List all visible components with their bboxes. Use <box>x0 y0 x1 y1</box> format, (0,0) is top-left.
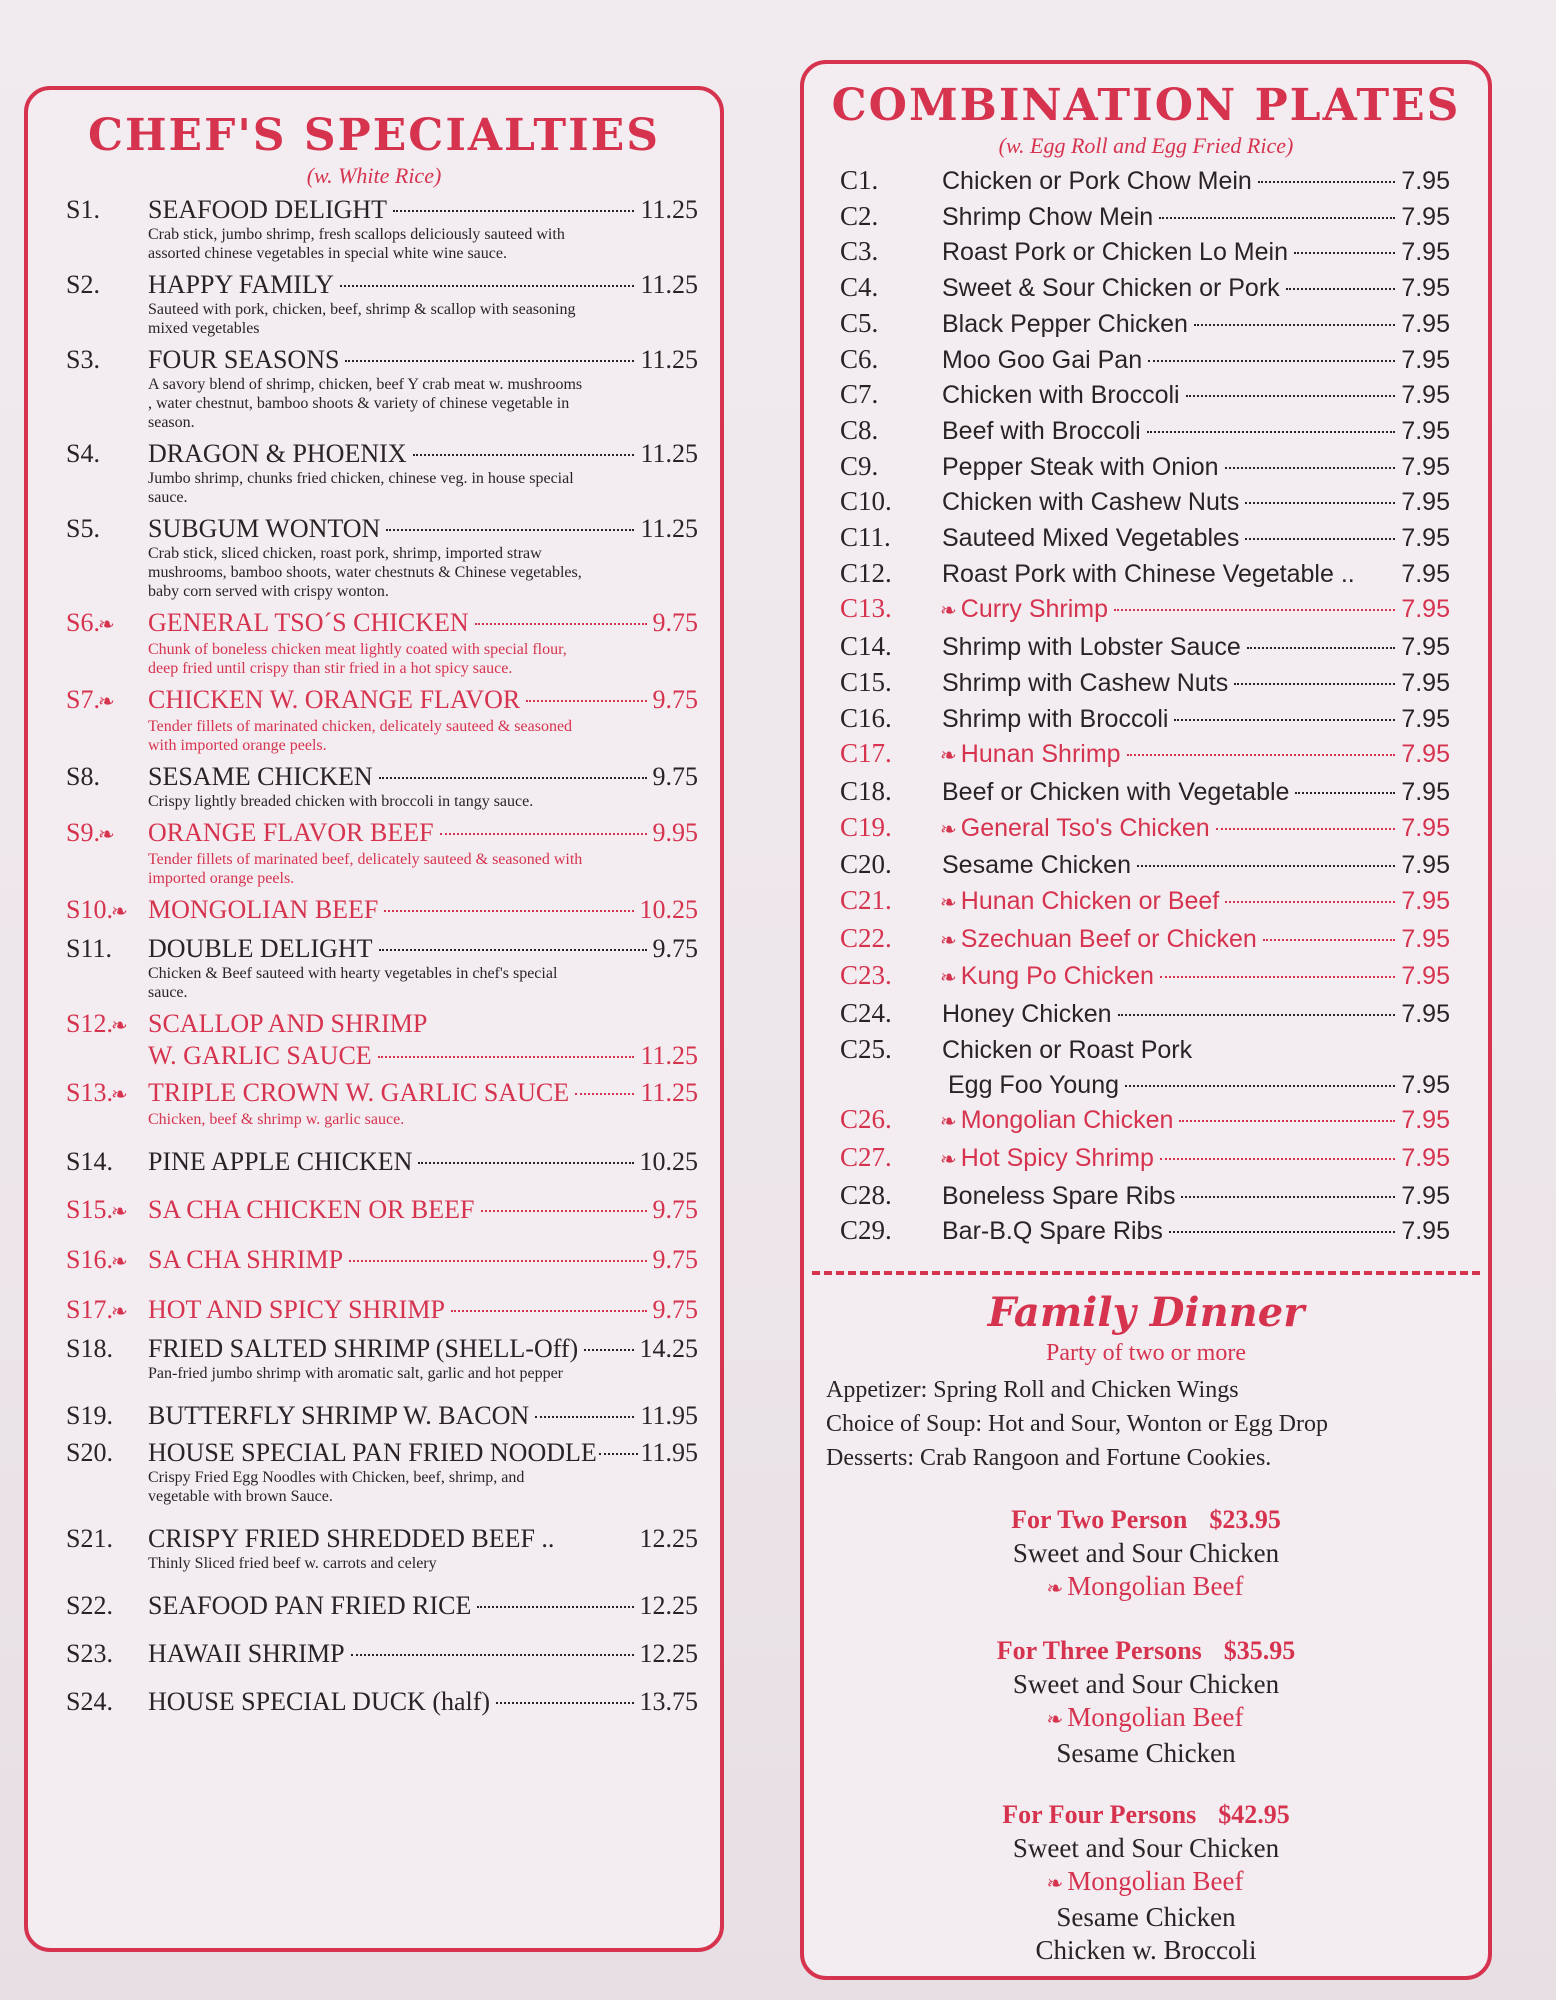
item-code: C26. <box>840 1104 892 1135</box>
item-code: S7. <box>66 685 100 714</box>
item-price: 7.95 <box>1401 704 1450 733</box>
item-price: 7.95 <box>1401 345 1450 374</box>
chili-leaf-icon: ❧ <box>97 824 115 846</box>
item-name: Bar-B.Q Spare Ribs <box>942 1217 1163 1246</box>
item-price: 7.95 <box>1401 524 1450 553</box>
item-price: 7.95 <box>1401 1070 1450 1099</box>
item-price: 7.95 <box>1401 1106 1450 1135</box>
item-description: Thinly Sliced fried beef w. carrots and celery <box>148 1555 437 1572</box>
combination-plates-subtitle: (w. Egg Roll and Egg Fried Rice) <box>998 133 1294 158</box>
item-price: 7.95 <box>1401 274 1450 303</box>
chefs-specialties-title: CHEF'S SPECIALTIES <box>87 110 661 161</box>
item-price: 7.95 <box>1401 167 1450 195</box>
item-name: SEAFOOD DELIGHT <box>148 195 388 224</box>
item-code: C23. <box>840 960 892 991</box>
item-price: 10.25 <box>639 895 698 924</box>
item-name: Chicken with Broccoli <box>942 381 1180 410</box>
item-code: C10. <box>840 486 892 517</box>
option-price: $35.95 <box>1223 1636 1296 1666</box>
family-option-four <box>804 1798 1488 1967</box>
item-price: 9.75 <box>652 685 698 714</box>
item-code: S4. <box>66 439 100 468</box>
item-code: C17. <box>840 738 892 769</box>
family-dinner-info <box>804 1373 1488 1475</box>
combo-item <box>840 996 1450 1032</box>
combo-item <box>840 449 1450 485</box>
option-label: For Four Persons <box>1002 1800 1197 1830</box>
menu-item <box>66 270 698 338</box>
appetizer-line: Appetizer: Spring Roll and Chicken Wings <box>826 1377 1239 1404</box>
combo-item <box>840 520 1450 556</box>
combination-list <box>804 159 1488 1249</box>
item-price: 11.25 <box>640 1041 698 1070</box>
item-price: 9.95 <box>652 818 698 847</box>
item-name: SA CHA SHRIMP <box>148 1245 344 1274</box>
item-price: 9.75 <box>652 608 698 637</box>
item-code: C8. <box>840 414 879 445</box>
item-code: C19. <box>840 811 892 842</box>
item-price: 11.25 <box>640 270 698 299</box>
option-dish-spicy: ❧ Mongolian Beef <box>1046 1702 1244 1733</box>
item-name: ORANGE FLAVOR BEEF <box>148 818 434 847</box>
item-name: PINE APPLE CHICKEN <box>148 1147 413 1176</box>
menu-item <box>66 1639 698 1669</box>
item-description: Crispy lightly breaded chicken with broccoli in tangy sauce. <box>148 793 534 810</box>
item-description: Chicken, beef & shrimp w. garlic sauce. <box>148 1111 405 1128</box>
option-label: For Three Persons <box>996 1636 1202 1666</box>
combo-item-spicy <box>840 958 1450 996</box>
item-code: C15. <box>840 666 892 697</box>
chili-leaf-icon: ❧ <box>940 892 957 915</box>
combo-item <box>840 484 1450 520</box>
item-name: Kung Po Chicken <box>960 962 1154 991</box>
item-price: 7.95 <box>1401 1143 1450 1172</box>
menu-item-spicy <box>66 1195 698 1227</box>
item-name: Curry Shrimp <box>960 595 1109 624</box>
item-code: S13. <box>66 1078 113 1107</box>
combo-item-continued <box>840 1068 1450 1103</box>
chili-leaf-icon: ❧ <box>940 929 957 952</box>
item-code: S22. <box>66 1591 113 1620</box>
item-name: HAPPY FAMILY <box>148 270 334 299</box>
item-name: Shrimp Chow Mein <box>942 202 1154 231</box>
item-price: 11.25 <box>640 195 698 224</box>
combo-item-spicy <box>840 921 1450 959</box>
menu-item-spicy <box>66 608 698 678</box>
menu-item-spicy <box>66 1078 698 1129</box>
item-name: DOUBLE DELIGHT <box>148 934 373 963</box>
item-code: C20. <box>840 849 892 880</box>
item-code: S24. <box>66 1687 113 1716</box>
combo-item-spicy <box>840 810 1450 848</box>
item-name: Mongolian Chicken <box>960 1106 1174 1135</box>
item-price: 7.95 <box>1401 202 1450 231</box>
combo-item <box>840 199 1450 235</box>
item-code: S20. <box>66 1438 113 1467</box>
item-name: SESAME CHICKEN <box>148 762 373 791</box>
item-description: Chicken & Beef sauteed with hearty vegetables in chef's special sauce. <box>148 965 558 1001</box>
item-description: Crispy Fried Egg Noodles with Chicken, beef, shrimp, and vegetable with brown Sauce. <box>148 1469 525 1505</box>
menu-item-spicy <box>66 1245 698 1277</box>
item-name: Roast Pork with Chinese Vegetable .. <box>942 559 1355 588</box>
item-name: HOUSE SPECIAL PAN FRIED NOODLE <box>148 1438 597 1467</box>
item-code: S14. <box>66 1147 113 1176</box>
item-name: Shrimp with Lobster Sauce <box>942 633 1241 662</box>
item-price: 12.25 <box>639 1591 698 1620</box>
item-code: C4. <box>840 272 879 303</box>
item-price: 9.75 <box>652 1195 698 1224</box>
combo-item <box>840 234 1450 270</box>
combo-item <box>840 556 1450 592</box>
menu-item-spicy <box>66 1295 698 1327</box>
item-code: C22. <box>840 922 892 953</box>
chili-leaf-icon: ❧ <box>940 745 957 768</box>
item-code: S11. <box>66 934 112 963</box>
item-price: 7.95 <box>1401 416 1450 445</box>
combo-item <box>840 1178 1450 1214</box>
combo-item <box>840 1032 1450 1068</box>
chili-leaf-icon: ❧ <box>1046 1873 1064 1896</box>
item-code: C14. <box>840 631 892 662</box>
item-description: Sauteed with pork, chicken, beef, shrimp & scallop with seasoning mixed vegetables <box>148 301 576 337</box>
item-price: 7.95 <box>1401 452 1450 481</box>
desserts-line: Desserts: Crab Rangoon and Fortune Cookies. <box>826 1445 1272 1472</box>
item-name: Chicken with Cashew Nuts <box>942 488 1240 517</box>
item-price: 11.25 <box>640 514 698 543</box>
item-code: C2. <box>840 200 879 231</box>
menu-item-spicy <box>66 1009 698 1071</box>
combo-item <box>840 701 1450 737</box>
item-name: FOUR SEASONS <box>148 345 340 374</box>
item-name: SA CHA CHICKEN OR BEEF <box>148 1195 475 1224</box>
chili-leaf-icon: ❧ <box>940 818 957 841</box>
menu-item <box>66 439 698 507</box>
combo-item-spicy <box>840 736 1450 774</box>
chili-leaf-icon: ❧ <box>940 600 957 623</box>
combo-item <box>840 665 1450 701</box>
item-name: Sesame Chicken <box>942 851 1131 880</box>
item-price: 7.95 <box>1401 595 1450 624</box>
item-code: C29. <box>840 1215 892 1246</box>
combo-item <box>840 270 1450 306</box>
item-price: 11.25 <box>640 1078 698 1107</box>
item-code: C13. <box>840 593 892 624</box>
item-code: S18. <box>66 1334 113 1363</box>
item-name: HAWAII SHRIMP <box>148 1639 345 1668</box>
combo-item-spicy <box>840 1140 1450 1178</box>
item-name: Beef with Broccoli <box>942 416 1141 445</box>
menu-item-spicy <box>66 685 698 755</box>
item-code: C25. <box>840 1033 892 1064</box>
combo-item <box>840 774 1450 810</box>
item-name: Shrimp with Broccoli <box>942 704 1169 733</box>
menu-item-spicy <box>66 895 698 927</box>
family-dinner-title: Family Dinner <box>987 1289 1305 1337</box>
chili-leaf-icon: ❧ <box>97 691 115 713</box>
combo-item <box>840 629 1450 665</box>
item-name-continued: Egg Foo Young <box>948 1070 1119 1099</box>
item-code: C5. <box>840 307 879 338</box>
item-name: Chicken or Pork Chow Mein <box>942 167 1252 195</box>
item-code: C28. <box>840 1179 892 1210</box>
item-code: S9. <box>66 818 100 847</box>
item-price: 7.95 <box>1401 1000 1450 1029</box>
item-code: C16. <box>840 702 892 733</box>
combo-item <box>840 413 1450 449</box>
combo-item-spicy <box>840 1102 1450 1140</box>
item-name: Black Pepper Chicken <box>942 309 1188 338</box>
item-code: C24. <box>840 998 892 1029</box>
item-price: 7.95 <box>1401 668 1450 697</box>
option-price: $23.95 <box>1209 1505 1281 1535</box>
item-name: DRAGON & PHOENIX <box>148 439 407 468</box>
chili-leaf-icon: ❧ <box>940 1111 957 1134</box>
chili-leaf-icon: ❧ <box>110 1015 128 1037</box>
item-code: S16. <box>66 1245 113 1274</box>
chili-leaf-icon: ❧ <box>110 1301 128 1323</box>
item-price: 7.95 <box>1401 851 1450 880</box>
family-dinner-section <box>804 1289 1488 1967</box>
combination-plates-title: COMBINATION PLATES <box>831 80 1461 131</box>
item-price: 10.25 <box>639 1147 698 1176</box>
item-price: 7.95 <box>1401 887 1450 916</box>
option-price: $42.95 <box>1218 1800 1290 1830</box>
item-code: C18. <box>840 775 892 806</box>
item-name: Pepper Steak with Onion <box>942 452 1219 481</box>
item-description: Tender fillets of marinated chicken, delicately sauteed & seasoned with imported orange peels. <box>148 718 573 754</box>
item-name: SCALLOP AND SHRIMP <box>148 1009 428 1038</box>
item-price: 11.95 <box>640 1438 698 1467</box>
item-code: C12. <box>840 557 892 588</box>
item-description: Chunk of boneless chicken meat lightly coated with special flour, deep fried until crispy than stir fried in a hot spicy sauce. <box>148 641 567 677</box>
combo-item <box>840 163 1450 199</box>
combo-item-spicy <box>840 883 1450 921</box>
item-name: Sweet & Sour Chicken or Pork <box>942 274 1280 303</box>
item-name: Moo Goo Gai Pan <box>942 345 1143 374</box>
item-code: S2. <box>66 270 100 299</box>
item-code: S15. <box>66 1195 113 1224</box>
item-price: 9.75 <box>652 1295 698 1324</box>
item-price: 7.95 <box>1401 962 1450 991</box>
menu-item-spicy <box>66 818 698 888</box>
chefs-specialties-subtitle: (w. White Rice) <box>306 163 442 188</box>
menu-item <box>66 1401 698 1431</box>
item-price: 11.25 <box>640 345 698 374</box>
menu-item <box>66 1334 698 1383</box>
combo-item-spicy <box>840 591 1450 629</box>
item-code: S6. <box>66 608 100 637</box>
item-code: C7. <box>840 379 879 410</box>
menu-item <box>66 1438 698 1506</box>
item-price: 9.75 <box>652 762 698 791</box>
item-code: C6. <box>840 343 879 374</box>
item-price: 7.95 <box>1401 381 1450 410</box>
item-description: Crab stick, jumbo shrimp, fresh scallops deliciously sauteed with assorted chinese vegetables in special white wine sauce. <box>148 226 565 262</box>
item-code: S12. <box>66 1009 113 1038</box>
chili-leaf-icon: ❧ <box>110 901 128 923</box>
item-code: S5. <box>66 514 100 543</box>
item-price: 7.95 <box>1401 813 1450 842</box>
section-divider <box>812 1271 1480 1275</box>
item-name: Sauteed Mixed Vegetables <box>942 524 1240 553</box>
chili-leaf-icon: ❧ <box>940 967 957 990</box>
item-name: Shrimp with Cashew Nuts <box>942 668 1229 697</box>
family-option-two <box>804 1503 1488 1606</box>
item-name: SUBGUM WONTON <box>148 514 381 543</box>
option-label: For Two Person <box>1011 1505 1188 1535</box>
item-price: 7.95 <box>1401 633 1450 662</box>
item-name: Hunan Chicken or Beef <box>960 887 1220 916</box>
item-name: CRISPY FRIED SHREDDED BEEF .. <box>148 1524 555 1553</box>
option-dish-spicy: ❧ Mongolian Beef <box>1046 1866 1244 1897</box>
item-price: 11.25 <box>640 439 698 468</box>
item-price: 7.95 <box>1401 740 1450 769</box>
item-code: S10. <box>66 895 113 924</box>
menu-item <box>66 514 698 601</box>
item-code: S3. <box>66 345 100 374</box>
item-code: S21. <box>66 1524 113 1553</box>
item-description: Pan-fried jumbo shrimp with aromatic salt, garlic and hot pepper <box>148 1365 563 1382</box>
menu-item <box>66 345 698 432</box>
combo-item <box>840 342 1450 378</box>
item-description: A savory blend of shrimp, chicken, beef Y crab meat w. mushrooms , water chestnut, bamboo shoots & variety of chinese vegetable in season. <box>148 376 583 431</box>
item-name: Boneless Spare Ribs <box>942 1181 1176 1210</box>
item-code: C21. <box>840 885 892 916</box>
combination-plates-panel <box>800 60 1492 1980</box>
item-name: SEAFOOD PAN FRIED RICE <box>148 1591 472 1620</box>
option-dish-spicy: ❧ Mongolian Beef <box>1046 1571 1244 1602</box>
chili-leaf-icon: ❧ <box>940 1148 957 1171</box>
item-name: Szechuan Beef or Chicken <box>960 924 1257 953</box>
option-dish: Sesame Chicken <box>1056 1902 1236 1933</box>
chili-leaf-icon: ❧ <box>1046 1578 1064 1601</box>
option-dish: Chicken w. Broccoli <box>1035 1935 1257 1966</box>
chili-leaf-icon: ❧ <box>110 1251 128 1273</box>
menu-item <box>66 1147 698 1177</box>
item-code: S1. <box>66 195 100 224</box>
item-description: Jumbo shrimp, chunks fried chicken, chinese veg. in house special sauce. <box>148 470 574 506</box>
item-price: 7.95 <box>1401 559 1450 588</box>
menu-item <box>66 934 698 1002</box>
item-price: 7.95 <box>1401 777 1450 806</box>
chili-leaf-icon: ❧ <box>110 1084 128 1106</box>
item-price: 14.25 <box>639 1334 698 1363</box>
item-price: 7.95 <box>1401 924 1450 953</box>
item-price: 7.95 <box>1401 238 1450 267</box>
item-name: Hunan Shrimp <box>960 740 1121 769</box>
item-price: 11.95 <box>640 1401 698 1430</box>
item-name: Honey Chicken <box>942 1000 1112 1029</box>
item-code: S17. <box>66 1295 113 1324</box>
item-name: Beef or Chicken with Vegetable <box>942 777 1290 806</box>
item-name: BUTTERFLY SHRIMP W. BACON <box>148 1401 530 1430</box>
option-dish: Sweet and Sour Chicken <box>1012 1669 1280 1700</box>
item-description: Tender fillets of marinated beef, delicately sauteed & seasoned with imported orange peels. <box>148 851 583 887</box>
item-code: C3. <box>840 236 879 267</box>
item-name: GENERAL TSO´S CHICKEN <box>148 608 469 637</box>
family-dinner-subtitle: Party of two or more <box>1046 1340 1246 1367</box>
item-price: 13.75 <box>639 1687 698 1716</box>
family-option-three <box>804 1634 1488 1770</box>
option-dish: Sweet and Sour Chicken <box>1012 1538 1280 1569</box>
item-name: Hot Spicy Shrimp <box>960 1143 1154 1172</box>
item-name: MONGOLIAN BEEF <box>148 895 379 924</box>
item-name: HOT AND SPICY SHRIMP <box>148 1295 445 1324</box>
menu-item <box>66 1687 698 1717</box>
chili-leaf-icon: ❧ <box>110 1201 128 1223</box>
item-description: Crab stick, sliced chicken, roast pork, shrimp, imported straw mushrooms, bamboo shoots, water chestnuts & Chinese vegetables, baby corn served with crispy wonton. <box>148 545 582 600</box>
combo-item <box>840 377 1450 413</box>
item-code: S19. <box>66 1401 113 1430</box>
chili-leaf-icon: ❧ <box>97 614 115 636</box>
option-dish: Sesame Chicken <box>1056 1738 1236 1769</box>
item-price: 7.95 <box>1401 1217 1450 1246</box>
item-code: C1. <box>840 165 879 195</box>
soup-line: Choice of Soup: Hot and Sour, Wonton or Egg Drop <box>826 1411 1328 1438</box>
item-code: C27. <box>840 1141 892 1172</box>
item-name: CHICKEN W. ORANGE FLAVOR <box>148 685 521 714</box>
item-code: S8. <box>66 762 100 791</box>
item-code: S23. <box>66 1639 113 1668</box>
item-price: 9.75 <box>652 934 698 963</box>
chili-leaf-icon: ❧ <box>1046 1709 1064 1732</box>
item-name: Roast Pork or Chicken Lo Mein <box>942 238 1288 267</box>
combo-item <box>840 306 1450 342</box>
item-price: 12.25 <box>639 1524 698 1553</box>
combo-item <box>840 847 1450 883</box>
item-name: HOUSE SPECIAL DUCK (half) <box>148 1687 491 1716</box>
item-price: 12.25 <box>639 1639 698 1668</box>
item-price: 7.95 <box>1401 488 1450 517</box>
item-price: 9.75 <box>652 1245 698 1274</box>
item-name: General Tso's Chicken <box>960 813 1210 842</box>
item-price: 7.95 <box>1401 309 1450 338</box>
option-dish: Sweet and Sour Chicken <box>1012 1833 1280 1864</box>
item-name: FRIED SALTED SHRIMP (SHELL-Off) <box>148 1334 579 1363</box>
item-name-continued: W. GARLIC SAUCE <box>148 1041 372 1070</box>
item-code: C9. <box>840 450 879 481</box>
menu-item <box>66 1591 698 1621</box>
specialties-list <box>28 189 720 1717</box>
item-name: TRIPLE CROWN W. GARLIC SAUCE <box>148 1078 570 1107</box>
item-code: C11. <box>840 522 891 553</box>
menu-item <box>66 1524 698 1573</box>
item-name: Chicken or Roast Pork <box>942 1035 1193 1064</box>
menu-item <box>66 195 698 263</box>
combo-item <box>840 1213 1450 1249</box>
item-price: 7.95 <box>1401 1181 1450 1210</box>
menu-item <box>66 762 698 811</box>
chefs-specialties-panel <box>24 86 724 1952</box>
